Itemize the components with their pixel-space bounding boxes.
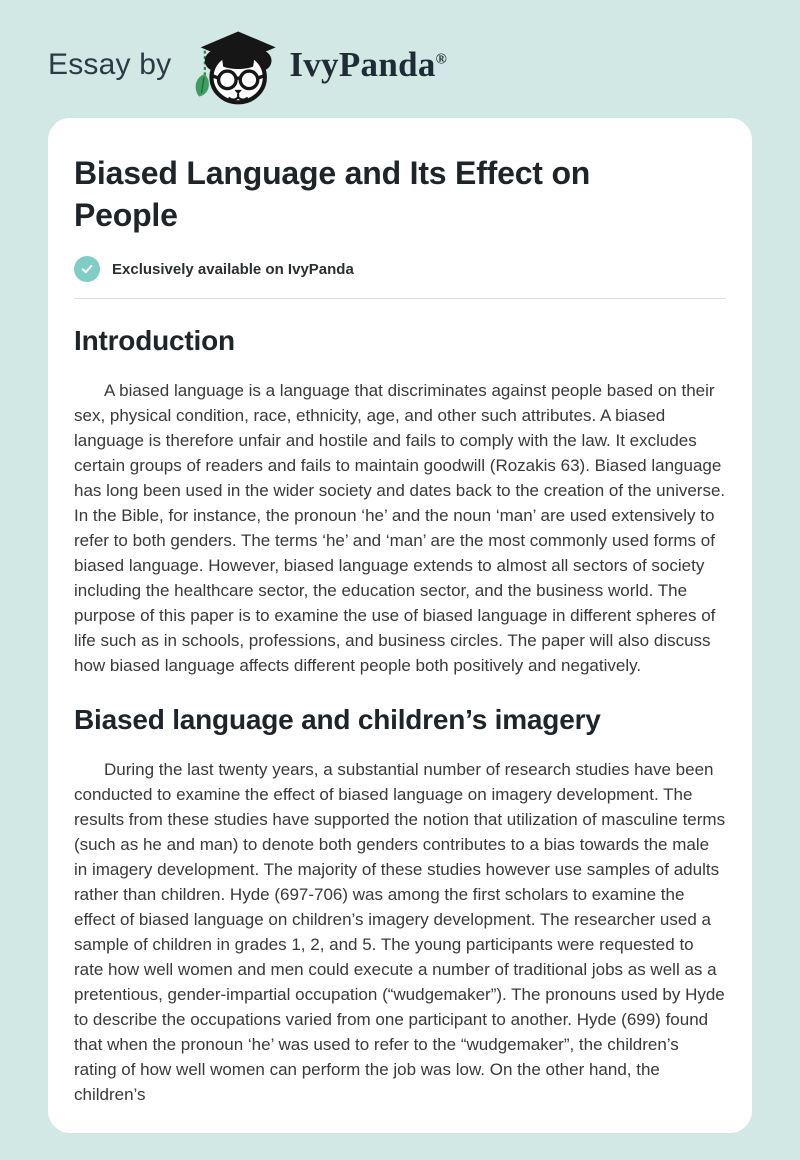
site-header [0,0,800,104]
registered-mark: ® [435,51,448,68]
check-icon [74,256,100,282]
divider [74,298,726,299]
section-heading-introduction: Introduction [74,325,235,357]
section-heading-biased-language-childrens-imagery: Biased language and children’s imagery [74,704,601,736]
brand-name: IvyPanda® [289,45,448,84]
paragraph: During the last twenty years, a substantial number of research studies have been conducted to examine the effect of biased language on imagery development. The results from these studies have supported the notion that utilization of masculine terms (such as he and man) to denote both genders contributes to a bias towards the male in imagery development. The majority of these studies however use samples of adults rather than children. Hyde (697-706) was among the first scholars to examine the effect of biased language on children’s imagery development. The researcher used a sample of children in grades 1, 2, and 5. The young participants were requested to rate how well women and men could execute a number of traditional jobs as well as a pretentious, gender-impartial occupation (“wudgemaker”). The pronouns used by Hyde to describe the occupations varied from one participant to another. Hyde (699) found that when the pronoun ‘he’ was used to refer to the “wudgemaker”, the children’s rating of how well women can perform the job was low. On the other hand, the children’s [74,760,726,1105]
essay-card [48,118,752,1133]
paragraph: A biased language is a language that discriminates against people based on their sex, physical condition, race, ethnicity, age, and other such attributes. A biased language is therefore unfair and hostile and fails to comply with the law. It excludes certain groups of readers and fails to maintain goodwill (Rozakis 63). Biased language has long been used in the wider society and dates back to the creation of the universe. In the Bible, for instance, the pronoun ‘he’ and the noun ‘man’ are used extensively to refer to both genders. The terms ‘he’ and ‘man’ are the most commonly used forms of biased language. However, biased language extends to almost all sectors of society including the healthcare sector, the education sector, and the business world. The purpose of this paper is to examine the use of biased language in different spheres of life such as in schools, professions, and business circles. The paper will also discuss how biased language affects different people both positively and negatively. [74,381,726,676]
badge-label: Exclusively available on IvyPanda [112,260,354,278]
panda-graduate-icon [187,21,289,109]
essay-by-label: Essay by [48,48,172,81]
page-title: Biased Language and Its Effect on People [74,155,591,234]
brand-link[interactable] [187,21,447,109]
exclusive-badge [74,256,726,282]
